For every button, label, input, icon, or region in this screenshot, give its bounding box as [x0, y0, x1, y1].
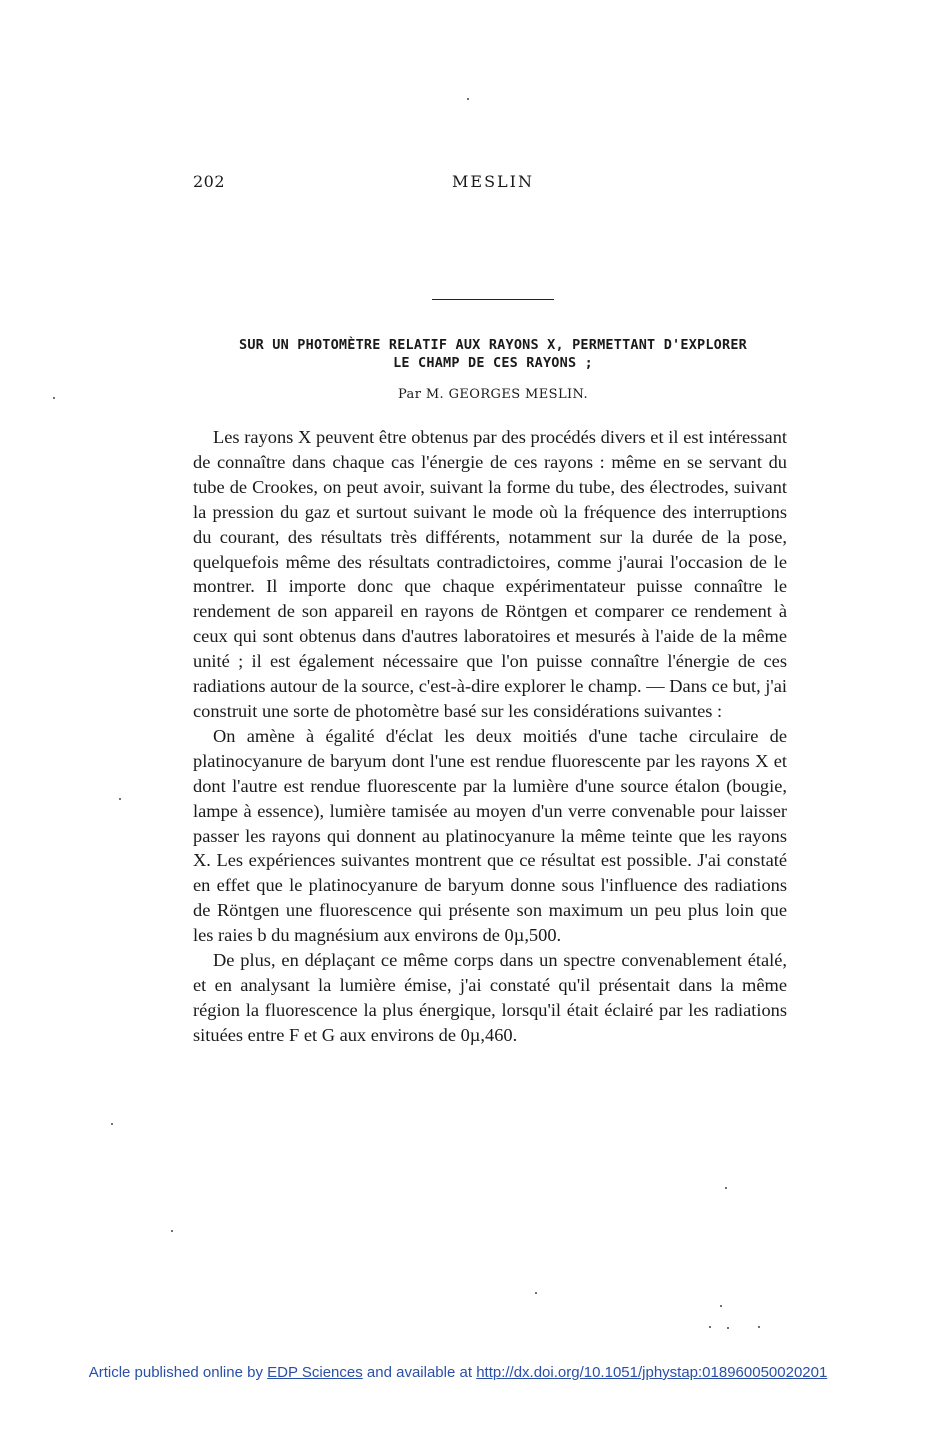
section-divider	[432, 299, 554, 300]
scan-speck	[535, 1292, 537, 1294]
scan-speck	[53, 397, 55, 399]
scan-speck	[467, 98, 469, 100]
running-head: MESLIN	[452, 172, 534, 191]
article-body	[193, 425, 787, 1048]
scan-speck	[758, 1326, 760, 1328]
scan-speck	[727, 1327, 729, 1329]
scan-speck	[171, 1230, 173, 1232]
scan-speck	[111, 1123, 113, 1125]
scan-speck	[725, 1187, 727, 1189]
scan-speck	[720, 1305, 722, 1307]
footer-prefix: Article published online by	[88, 1364, 263, 1381]
article-title-line-1: SUR UN PHOTOMÈTRE RELATIF AUX RAYONS X, PERMETTANT D'EXPLORER	[239, 337, 747, 353]
publication-footer	[0, 1364, 916, 1381]
article-title-line-2: LE CHAMP DE CES RAYONS ;	[393, 355, 593, 371]
article-title	[193, 336, 793, 372]
page-number: 202	[193, 172, 226, 191]
footer-middle: and available at	[366, 1364, 473, 1381]
doi-link[interactable]: http://dx.doi.org/10.1051/jphystap:018960050020201	[476, 1364, 828, 1381]
publisher-link[interactable]: EDP Sciences	[267, 1364, 363, 1381]
article-byline: Par M. GEORGES MESLIN.	[397, 387, 589, 402]
scan-speck	[119, 798, 121, 800]
paragraph-3: De plus, en déplaçant ce même corps dans un spectre convenablement étalé, et en analysant la lumière émise, j'ai constaté qu'il présentait dans la même région la fluorescence la plus énergique, lorsqu'il était éclairé par les radiations situées entre F et G aux environs de 0µ,460.	[193, 950, 787, 1045]
paragraph-1: Les rayons X peuvent être obtenus par des procédés divers et il est intéressant de connaître dans chaque cas l'énergie de ces rayons : même en se servant du tube de Crookes, on peut avoir, suivant la forme du tube, des électrodes, suivant la pression du gaz et surtout suivant le mode où la fréquence des interruptions du courant, des résultats très différents, notamment sur la durée de la pose, quelquefois même des résultats contradictoires, comme j'aurai l'occasion de le montrer. Il importe donc que chaque expérimentateur puisse connaître le rendement de son appareil en rayons de Röntgen et comparer ce rendement à ceux qui sont obtenus dans d'autres laboratoires et mesurés à l'aide de la même unité ; il est également nécessaire que l'on puisse connaître l'énergie de ces radiations autour de la source, c'est-à-dire explorer le champ. — Dans ce but, j'ai construit une sorte de photomètre basé sur les considérations suivantes :	[193, 427, 787, 721]
scan-speck	[709, 1326, 711, 1328]
paragraph-2: On amène à égalité d'éclat les deux moitiés d'une tache circulaire de platinocyanure de baryum dont l'une est rendue fluorescente par les rayons X et dont l'autre est rendue fluorescente par la lumière d'une source étalon (bougie, lampe à essence), lumière tamisée au moyen d'un verre convenable pour laisser passer les rayons qui donnent au platinocyanure la même teinte que les rayons X. Les expériences suivantes montrent que ce résultat est possible. J'ai constaté en effet que le platinocyanure de baryum donne sous l'influence des radiations de Röntgen une fluorescence qui présente son maximum un peu plus loin que les raies b du magnésium aux environs de 0µ,500.	[193, 725, 787, 946]
